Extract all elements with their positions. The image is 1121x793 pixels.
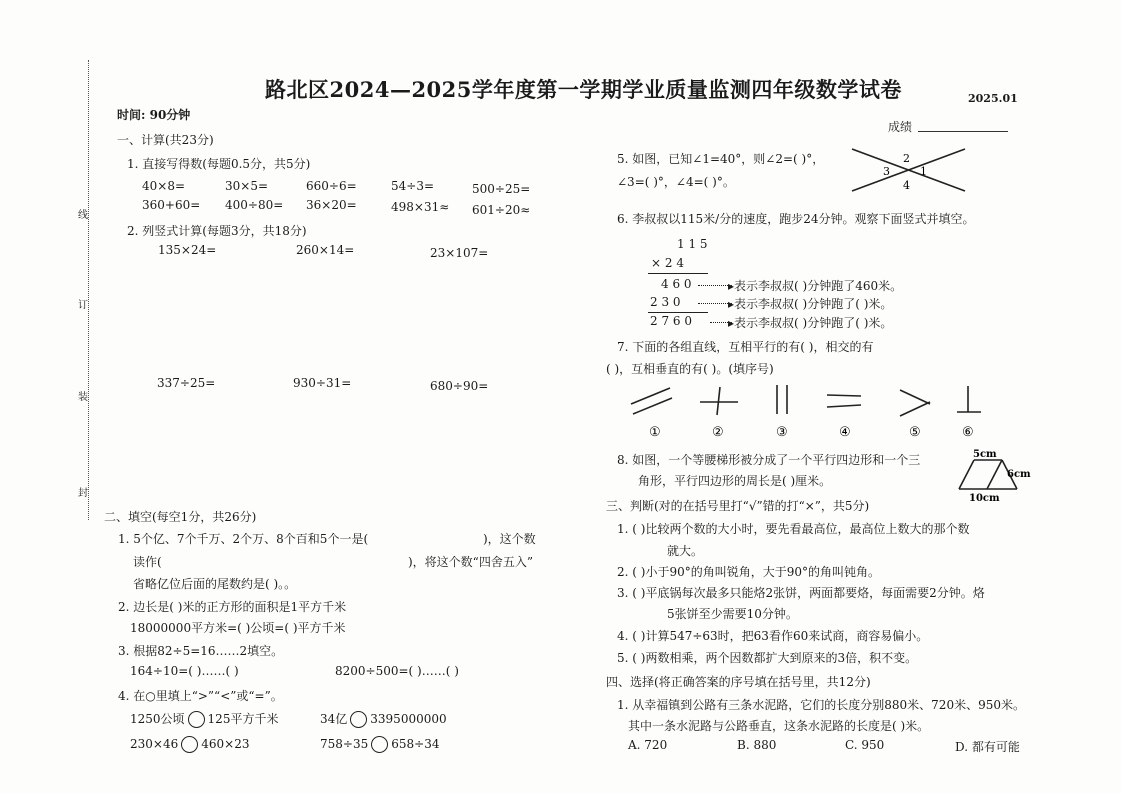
sec4-heading: 四、选择(将正确答案的序号填在括号里，共12分) (606, 675, 871, 689)
compare-left: 230×46 (130, 737, 179, 751)
binding-char-feng: 封 (78, 484, 88, 499)
trapezoid-figure (955, 446, 1035, 504)
q7-line2: ( )，互相垂直的有( )。(填序号) (606, 362, 774, 376)
angle-label: 4 (903, 179, 910, 192)
compare-left: 1250公顷 (130, 712, 185, 726)
q8-line2: 角形，平行四边形的周长是( )厘米。 (638, 474, 832, 488)
sec1-heading: 一、计算(共23分) (117, 133, 214, 147)
judge-item-cont: 5张饼至少需要10分钟。 (667, 607, 798, 621)
sec4-q1-line1: 1. 从幸福镇到公路有三条水泥路，它们的长度分别880米、720米、950米。 (617, 698, 1025, 712)
sec2-q2-line2: 18000000平方米=( )公顷=( )平方千米 (130, 621, 346, 635)
compare-circle[interactable] (371, 736, 388, 753)
q6-arrow (698, 303, 732, 304)
sec2-q1-line1a: 1. 5个亿、7个千万、2个万、8个百和5个一是( (118, 532, 369, 546)
oral-calc-item: 40×8= (142, 179, 186, 193)
q6-calc-line: 2 7 6 0 (650, 314, 692, 328)
judge-item: 1. ( )比较两个数的大小时，要先看最高位，最高位上数大的那个数 (617, 522, 970, 536)
compare-item (130, 736, 249, 753)
sec3-heading: 三、判断(对的在括号里打“√”错的打“×”，共5分) (606, 499, 870, 513)
angle-figure (850, 145, 970, 195)
q6-note: ▸表示李叔叔( )分钟跑了( )米。 (728, 297, 893, 311)
oral-calc-item: 54÷3= (391, 179, 435, 193)
compare-circle[interactable] (181, 736, 198, 753)
q6-calc-rule (648, 273, 708, 274)
q6-title: 6. 李叔叔以115米/分的速度，跑步24分钟。观察下面竖式并填空。 (617, 212, 975, 226)
judge-item: 2. ( )小于90°的角叫锐角，大于90°的角叫钝角。 (617, 565, 880, 579)
judge-item: 4. ( )计算547÷63时，把63看作60来试商，商容易偏小。 (617, 629, 929, 643)
sec1-q2-title: 2. 列竖式计算(每题3分，共18分) (127, 224, 307, 238)
q5-line2: ∠3=( )°，∠4=( )°。 (617, 175, 735, 189)
compare-circle[interactable] (188, 711, 205, 728)
sec2-q1-line1b: )，这个数 (483, 532, 536, 546)
sec2-q1-line3: 省略亿位后面的尾数约是( )。。 (133, 577, 297, 591)
compare-circle[interactable] (350, 711, 367, 728)
sec2-q3-item: 164÷10=( )……( ) (130, 664, 239, 678)
binding-char-xian: 线 (78, 206, 88, 221)
vertical-calc-item: 135×24= (158, 243, 217, 257)
q8-line1: 8. 如图，一个等腰梯形被分成了一个平行四边形和一个三 (617, 453, 921, 467)
vertical-calc-item: 23×107= (430, 246, 489, 260)
compare-item (130, 710, 278, 728)
sec2-q3-line1: 3. 根据82÷5=16……2填空。 (118, 644, 284, 658)
sec4-q1-line2: 其中一条水泥路与公路垂直，这条水泥路的长度是( )米。 (628, 719, 930, 733)
trapezoid-label: 10cm (969, 493, 1000, 504)
line-group-label: ① (649, 425, 661, 440)
oral-calc-item: 500÷25= (472, 182, 531, 196)
sec2-q1-line2a: 读作( (133, 555, 162, 569)
trapezoid-label: 5cm (973, 449, 997, 460)
line-group-label: ② (712, 425, 724, 440)
judge-item: 3. ( )平底锅每次最多只能烙2张饼，两面都要烙，每面需要2分钟。烙 (617, 586, 985, 600)
exam-date: 2025.01 (968, 92, 1018, 105)
binding-line (88, 60, 89, 520)
q6-calc-rule (648, 312, 708, 313)
choice-option-c[interactable]: C. 950 (845, 738, 885, 752)
angle-label: 1 (920, 165, 927, 178)
q6-note: ▸表示李叔叔( )分钟跑了( )米。 (728, 316, 893, 330)
binding-char-ding: 订 (78, 296, 88, 311)
line-group-label: ③ (776, 425, 788, 440)
compare-item (320, 736, 439, 753)
line-groups-figure (625, 382, 1015, 444)
oral-calc-item: 660÷6= (306, 179, 357, 193)
q6-calc-line: 1 1 5 (677, 237, 708, 251)
q6-calc-line: × 2 4 (651, 256, 684, 270)
q5-line1: 5. 如图，已知∠1=40°，则∠2=( )°， (617, 152, 825, 166)
oral-calc-item: 601÷20≈ (472, 203, 531, 217)
judge-item-cont: 就大。 (667, 544, 704, 558)
vertical-calc-item: 930÷31= (293, 376, 352, 390)
exam-time: 时间: 90分钟 (117, 108, 191, 122)
oral-calc-item: 498×31≈ (391, 200, 450, 214)
compare-right: 658÷34 (391, 737, 440, 751)
choice-option-b[interactable]: B. 880 (737, 738, 777, 752)
compare-left: 34亿 (320, 712, 348, 726)
vertical-calc-item: 680÷90= (430, 379, 489, 393)
binding-char-zhuang: 装 (78, 388, 88, 403)
oral-calc-item: 400÷80= (225, 198, 284, 212)
compare-left: 758÷35 (320, 737, 369, 751)
q6-calc-line: 2 3 0 (650, 295, 681, 309)
line-group-4 (827, 395, 861, 396)
angle-label: 3 (883, 165, 890, 178)
vertical-calc-item: 260×14= (296, 243, 355, 257)
judge-item: 5. ( )两数相乘，两个因数都扩大到原来的3倍，积不变。 (617, 651, 918, 665)
oral-calc-item: 360+60= (142, 198, 201, 212)
q7-line1: 7. 下面的各组直线，互相平行的有( )，相交的有 (617, 340, 874, 354)
line-group-5 (900, 390, 930, 404)
oral-calc-item: 36×20= (306, 198, 357, 212)
exam-title: 路北区2024—2025学年度第一学期学业质量监测四年级数学试卷 (265, 77, 902, 102)
compare-item (320, 710, 447, 728)
sec2-q3-item: 8200÷500=( )……( ) (335, 664, 459, 678)
sec1-q1-title: 1. 直接写得数(每题0.5分，共5分) (127, 157, 311, 171)
compare-right: 3395000000 (370, 712, 447, 726)
oral-calc-item: 30×5= (225, 179, 269, 193)
q6-arrow (698, 285, 732, 286)
line-group-label: ⑥ (962, 425, 974, 440)
trapezoid-label: 6cm (1007, 469, 1031, 480)
line-group-5 (900, 402, 930, 416)
vertical-calc-item: 337÷25= (157, 376, 216, 390)
score-blank[interactable] (918, 131, 1008, 132)
sec2-q4-title: 4. 在○里填上“>”“<”或“=”。 (118, 689, 283, 703)
compare-right: 125平方千米 (207, 712, 279, 726)
line-group-2 (717, 387, 720, 415)
sec2-q2-line1: 2. 边长是( )米的正方形的面积是1平方千米 (118, 600, 347, 614)
choice-option-d[interactable]: D. 都有可能 (955, 740, 1020, 754)
line-group-4 (827, 405, 861, 407)
choice-option-a[interactable]: A. 720 (628, 738, 668, 752)
compare-right: 460×23 (201, 737, 250, 751)
q6-calc-line: 4 6 0 (661, 277, 692, 291)
sec2-heading: 二、填空(每空1分，共26分) (104, 510, 257, 524)
score-label: 成绩 (888, 120, 913, 134)
q6-note: ▸表示李叔叔( )分钟跑了460米。 (728, 279, 903, 293)
line-group-label: ⑤ (909, 425, 921, 440)
angle-label: 2 (903, 152, 910, 165)
line-group-label: ④ (839, 425, 851, 440)
sec2-q1-line2b: )，将这个数“四舍五入” (408, 555, 533, 569)
